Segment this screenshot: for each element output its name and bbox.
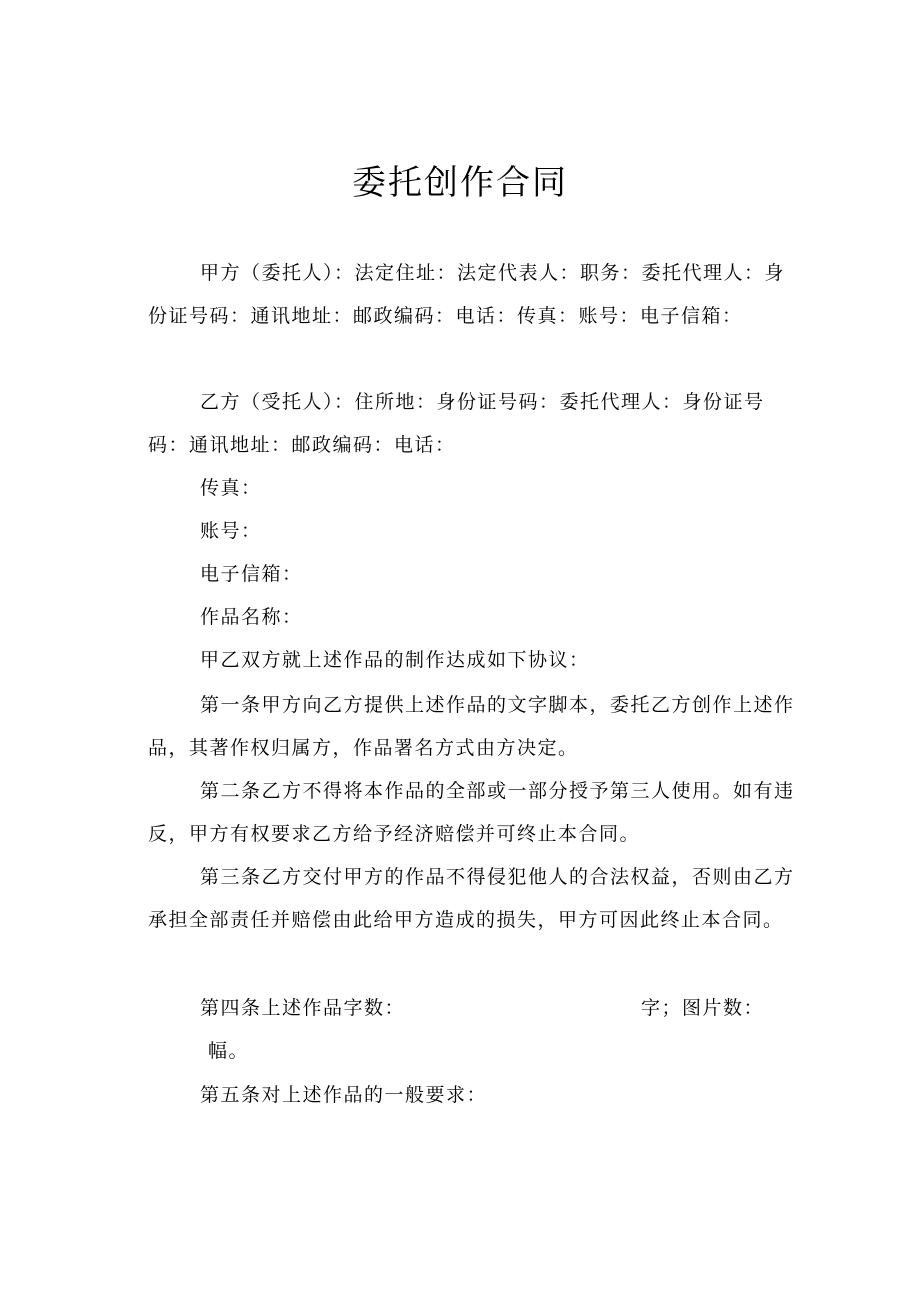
article-3: 第三条乙方交付甲方的作品不得侵犯他人的合法权益，否则由乙方承担全部责任并赔偿由此给甲方造成的损失，甲方可因此终止本合同。 xyxy=(148,866,795,931)
article-1: 第一条甲方向乙方提供上述作品的文字脚本，委托乙方创作上述作品，其著作权归属方，作品署名方式由方决定。 xyxy=(148,694,795,759)
article-2: 第二条乙方不得将本作品的全部或一部分授予第三人使用。如有违反，甲方有权要求乙方给予经济赔偿并可终止本合同。 xyxy=(148,780,795,845)
article-5: 第五条对上述作品的一般要求： xyxy=(200,1084,488,1106)
agreement-intro: 甲乙双方就上述作品的制作达成如下协议： xyxy=(200,649,590,671)
party-b-email: 电子信箱： xyxy=(200,563,303,585)
work-name: 作品名称： xyxy=(200,606,303,628)
party-b-fax: 传真： xyxy=(200,477,262,499)
party-b-info: 乙方（受托人）：住所地：身份证号码：委托代理人：身份证号码：通讯地址：邮政编码：电话： xyxy=(148,391,765,456)
document-title: 委托创作合同 xyxy=(352,163,568,203)
article-4-suffix: 幅。 xyxy=(208,1040,250,1062)
article-4-mid: 字；图片数： xyxy=(641,997,765,1019)
article-4-prefix: 第四条上述作品字数： xyxy=(200,997,406,1019)
article-4 xyxy=(148,987,800,1073)
party-a-info: 甲方（委托人）：法定住址：法定代表人：职务：委托代理人：身份证号码：通讯地址：邮政编码：电话：传真：账号：电子信箱： xyxy=(148,262,786,327)
party-b-account: 账号： xyxy=(200,520,262,542)
